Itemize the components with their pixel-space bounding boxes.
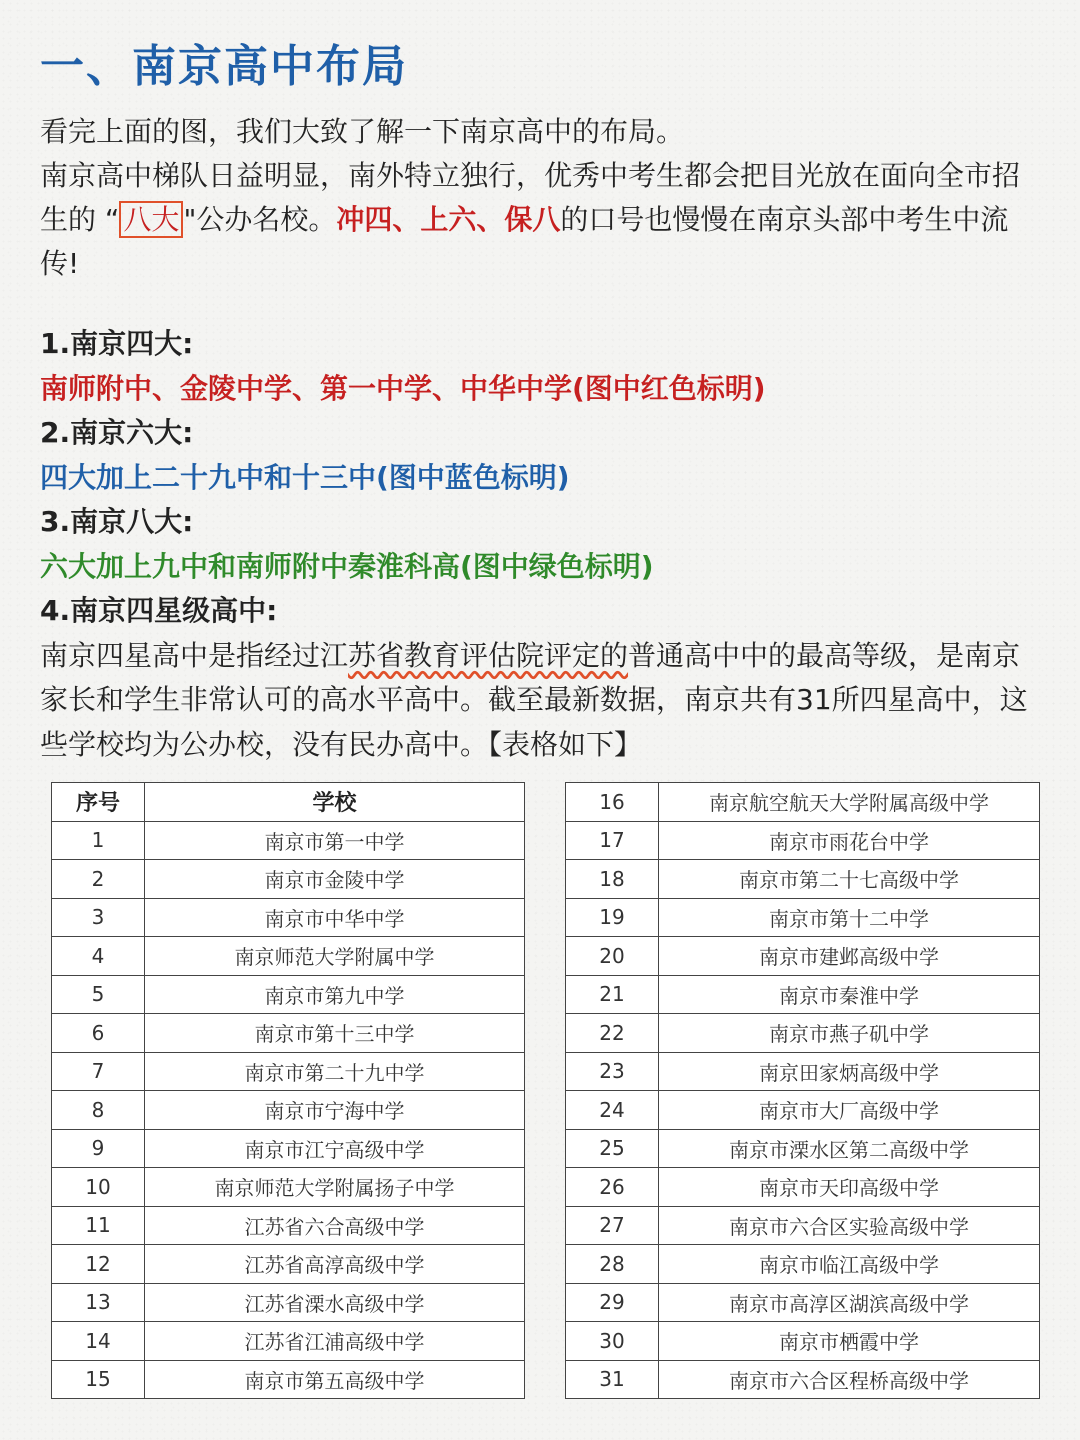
table-row [52,1283,525,1322]
school-name: 南京市第二十七高级中学 [659,860,1040,899]
school-name: 南京市溧水区第二高级中学 [659,1129,1040,1168]
table-row [52,1052,525,1091]
intro-line-2 [40,154,1040,286]
table-row [566,937,1040,976]
school-name: 南京市六合区程桥高级中学 [659,1360,1040,1399]
school-name: 南京市临江高级中学 [659,1245,1040,1284]
row-number: 7 [52,1052,145,1091]
row-number: 8 [52,1091,145,1130]
row-number: 4 [52,937,145,976]
row-number: 16 [566,783,659,822]
eight-big-highlight: 八大 [119,201,183,238]
section-4-title: 4.南京四星级高中: [40,594,278,627]
section-4-text-a: 南京四星高中是指经过江 [40,638,349,672]
school-name: 南京师范大学附属中学 [145,937,525,976]
school-name: 南京市第十二中学 [659,898,1040,937]
table-row [52,1168,525,1207]
table-row [566,1014,1040,1053]
school-name: 南京市第一中学 [145,821,525,860]
school-name: 江苏省溧水高级中学 [145,1283,525,1322]
row-number: 3 [52,898,145,937]
school-name: 南京市天印高级中学 [659,1168,1040,1207]
row-number: 1 [52,821,145,860]
row-number: 30 [566,1322,659,1361]
row-number: 9 [52,1129,145,1168]
school-name: 南京市金陵中学 [145,860,525,899]
school-name: 南京市大厂高级中学 [659,1091,1040,1130]
row-number: 6 [52,1014,145,1053]
table-row [566,783,1040,822]
school-name: 南京市第二十九中学 [145,1052,525,1091]
school-name: 南京市宁海中学 [145,1091,525,1130]
section-4-body [40,634,1040,768]
school-name: 南京市燕子矶中学 [659,1014,1040,1053]
table-row [52,821,525,860]
school-name: 南京市第九中学 [145,975,525,1014]
row-number: 13 [52,1283,145,1322]
header-school: 学校 [145,783,525,822]
section-4-underlined: 苏省教育评估院评定的 [348,638,629,672]
section-3-title: 3.南京八大: [40,505,194,538]
table-header-row [52,783,525,822]
school-table-right [565,782,1040,1399]
section-3-body: 六大加上九中和南师附中秦淮科高(图中绿色标明) [40,549,654,583]
row-number: 19 [566,898,659,937]
intro-line-1: 看完上面的图，我们大致了解一下南京高中的布局。 [40,115,685,148]
table-row [566,1168,1040,1207]
school-name: 南京市栖霞中学 [659,1322,1040,1361]
table-row [566,1129,1040,1168]
table-row [566,1091,1040,1130]
school-name: 南京市高淳区湖滨高级中学 [659,1283,1040,1322]
school-name: 南京市六合区实验高级中学 [659,1206,1040,1245]
row-number: 27 [566,1206,659,1245]
table-row [566,821,1040,860]
slogan-text: 冲四、上六、保八 [336,203,561,236]
school-name: 江苏省高淳高级中学 [145,1245,525,1284]
school-name: 南京师范大学附属扬子中学 [145,1168,525,1207]
intro-paragraph [40,110,1040,286]
intro-text-c: 的口号也慢慢在南京头部中考生中流传! [40,203,1009,280]
table-row [566,1360,1040,1399]
table-row [52,1322,525,1361]
school-name: 南京市第五高级中学 [145,1360,525,1399]
school-name: 南京市秦淮中学 [659,975,1040,1014]
section-2-title: 2.南京六大: [40,416,194,449]
school-name: 南京市江宁高级中学 [145,1129,525,1168]
school-name: 南京市中华中学 [145,898,525,937]
school-name: 南京市雨花台中学 [659,821,1040,860]
table-row [52,1014,525,1053]
section-1-body: 南师附中、金陵中学、第一中学、中华中学(图中红色标明) [40,371,766,405]
section-4-text-b: 普通高中中的最高等级，是南京家长和学生非常认可的高水平高中。截至最新数据，南京共有31所四星高中，这些学校均为公办校，没有民办高中。【表格如下】 [40,638,1028,761]
row-number: 18 [566,860,659,899]
table-row [566,1283,1040,1322]
table-row [52,1206,525,1245]
row-number: 11 [52,1206,145,1245]
table-row [52,1129,525,1168]
row-number: 25 [566,1129,659,1168]
table-row [52,860,525,899]
school-name: 江苏省六合高级中学 [145,1206,525,1245]
row-number: 2 [52,860,145,899]
section-2-body: 四大加上二十九中和十三中(图中蓝色标明) [40,460,570,494]
table-row [52,937,525,976]
row-number: 5 [52,975,145,1014]
intro-text-a: 南京高中梯队日益明显，南外特立独行，优秀中考生都会把目光放在面向全市招生的 “ [40,159,1021,236]
table-row [566,1206,1040,1245]
school-name: 南京田家炳高级中学 [659,1052,1040,1091]
row-number: 15 [52,1360,145,1399]
row-number: 31 [566,1360,659,1399]
row-number: 26 [566,1168,659,1207]
table-row [52,898,525,937]
row-number: 21 [566,975,659,1014]
row-number: 10 [52,1168,145,1207]
row-number: 17 [566,821,659,860]
table-row [566,1052,1040,1091]
row-number: 12 [52,1245,145,1284]
table-row [566,975,1040,1014]
school-table-left [51,782,525,1399]
school-name: 南京航空航天大学附属高级中学 [659,783,1040,822]
table-row [566,898,1040,937]
school-name: 南京市第十三中学 [145,1014,525,1053]
row-number: 28 [566,1245,659,1284]
table-row [566,1322,1040,1361]
table-row [52,1245,525,1284]
table-row [52,1360,525,1399]
school-tiers [40,322,1040,767]
row-number: 23 [566,1052,659,1091]
row-number: 29 [566,1283,659,1322]
table-row [52,1091,525,1130]
section-1-title: 1.南京四大: [40,327,194,360]
table-row [566,860,1040,899]
school-name: 南京市建邺高级中学 [659,937,1040,976]
header-no: 序号 [52,783,145,822]
page-title: 一、南京高中布局 [40,41,408,92]
school-name: 江苏省江浦高级中学 [145,1322,525,1361]
table-row [566,1245,1040,1284]
row-number: 14 [52,1322,145,1361]
row-number: 24 [566,1091,659,1130]
row-number: 22 [566,1014,659,1053]
intro-text-b: "公办名校。 [183,203,337,236]
table-row [52,975,525,1014]
row-number: 20 [566,937,659,976]
